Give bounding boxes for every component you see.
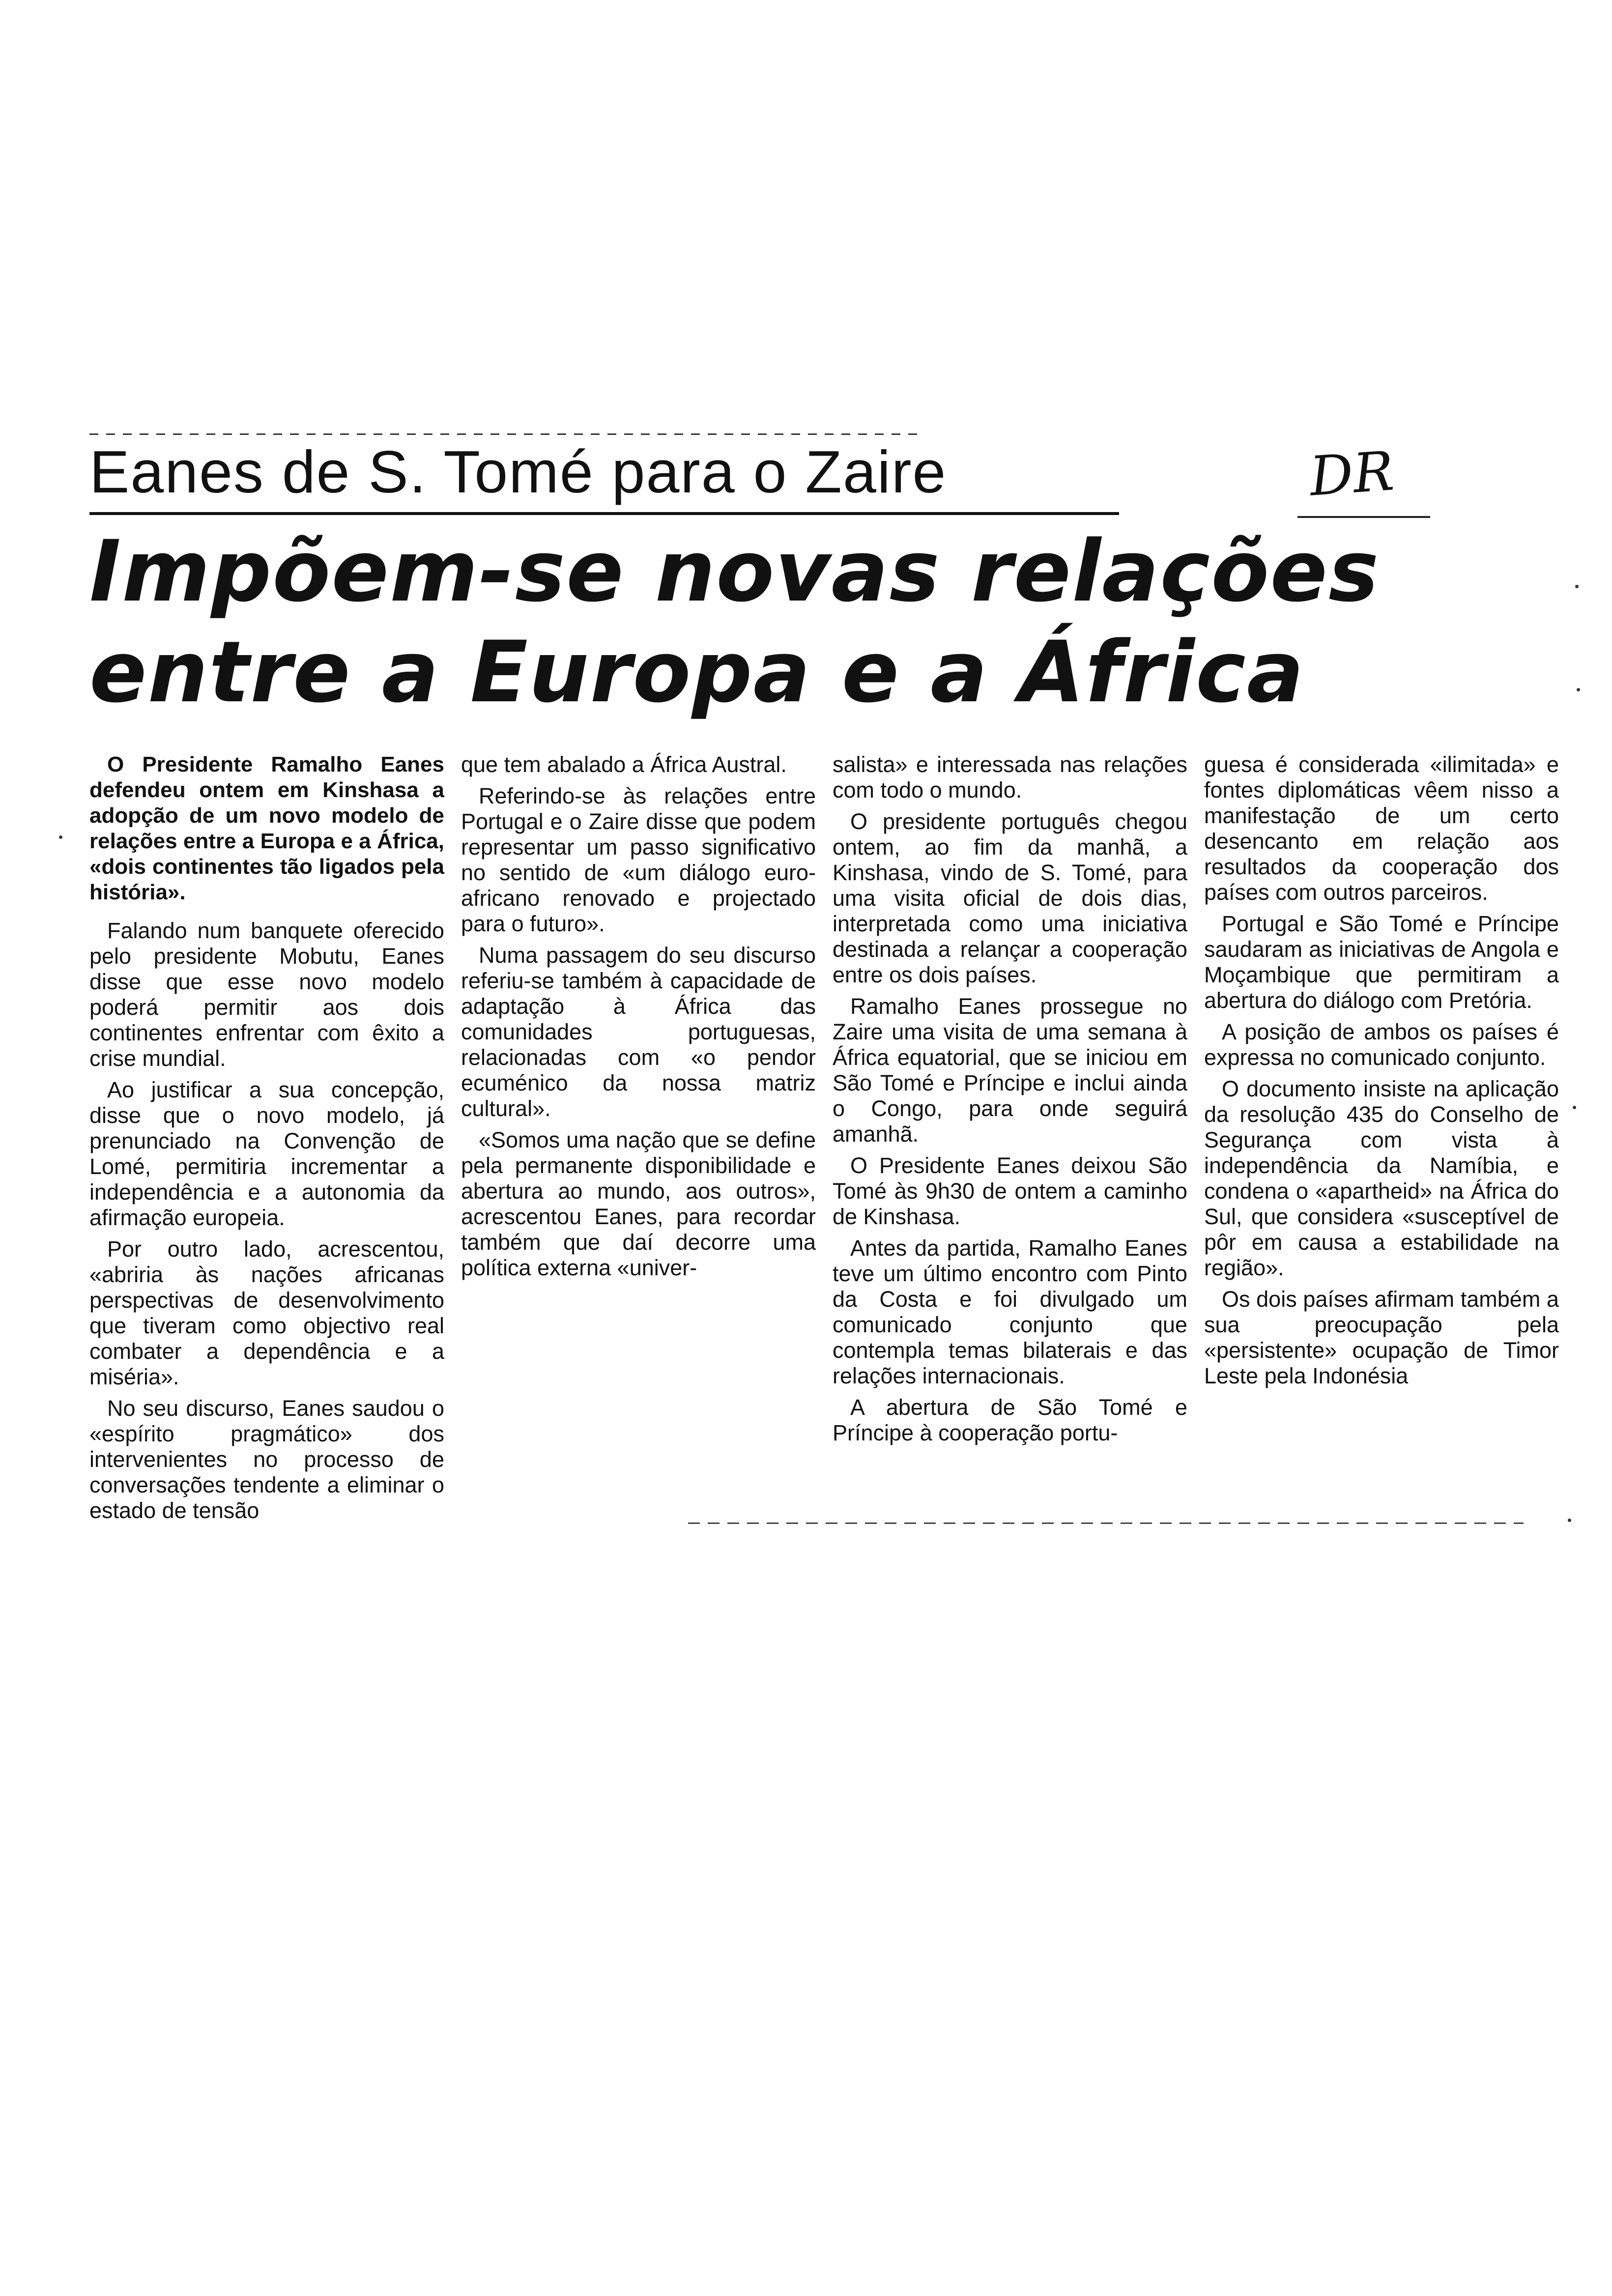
newspaper-clipping bbox=[84, 423, 1563, 1553]
scan-noise-rule bbox=[688, 1522, 1524, 1524]
paragraph: que tem abalado a África Austral. bbox=[461, 752, 787, 777]
paragraph: Referindo-se às relações entre Portugal e o Zaire disse que podem representar um passo significativo no sentido de «um diálogo euro-africano renovado e projectado para o futuro». bbox=[461, 783, 816, 936]
paragraph: Ramalho Eanes prossegue no Zaire uma visita de uma semana à África equatorial, que se iniciou em São Tomé e Príncipe e inclui ainda o Congo, para onde seguirá amanhã. bbox=[833, 994, 1187, 1147]
scan-speck bbox=[1577, 688, 1580, 691]
scan-speck bbox=[59, 835, 62, 839]
paragraph: Numa passagem do seu discurso referiu-se também à capacidade de adaptação à África das comunidades portuguesas, relacionadas com «o pendor ecuménico da nossa matriz cultural». bbox=[461, 943, 816, 1121]
paragraph: Por outro lado, acrescentou, «abriria às nações africanas perspectivas de desenvolvimento que tiveram como objectivo real combater a dependência e a miséria». bbox=[89, 1236, 444, 1389]
paragraph: No seu discurso, Eanes saudou o «espírito pragmático» dos intervenientes no processo de conversações tendente a eliminar o estado de tensão bbox=[89, 1396, 444, 1523]
lead-paragraph: O Presidente Ramalho Eanes defendeu ontem em Kinshasa a adopção de um novo modelo de relações entre a Europa e a África, «dois continentes tão ligados pela história». bbox=[89, 752, 444, 904]
headline-line-1: Impõem-se novas relações bbox=[89, 522, 1380, 621]
article-body bbox=[89, 752, 1559, 1523]
paragraph: guesa é considerada «ilimitada» e fontes diplomáticas vêem nisso a manifestação de um certo desencanto em relação aos resultados da cooperação dos países com outros parceiros. bbox=[1204, 752, 1559, 905]
paragraph: Ao justificar a sua concepção, disse que o novo modelo, já prenunciado na Convenção de Lomé, permitiria incrementar a independência e a autonomia da afirmação europeia. bbox=[89, 1077, 444, 1230]
column-3 bbox=[833, 752, 1187, 1529]
handwritten-mark: DR bbox=[1307, 439, 1396, 508]
handwritten-underline bbox=[1297, 516, 1430, 518]
scan-speck bbox=[1568, 1519, 1571, 1522]
paragraph: O presidente português chegou ontem, ao fim da manhã, a Kinshasa, vindo de S. Tomé, para uma visita oficial de dois dias, interpretada como uma iniciativa destinada a relançar a cooperação entre os dois países. bbox=[833, 809, 1187, 987]
paragraph: O Presidente Eanes deixou São Tomé às 9h30 de ontem a caminho de Kinshasa. bbox=[833, 1153, 1187, 1229]
column-4 bbox=[1204, 752, 1559, 1529]
headline-line-2: entre a Europa e a África bbox=[89, 623, 1305, 721]
paragraph: Antes da partida, Ramalho Eanes teve um último encontro com Pinto da Costa e foi divulgado um comunicado conjunto que contempla temas bilaterais e das relações internacionais. bbox=[833, 1235, 1187, 1388]
headline bbox=[89, 521, 1416, 722]
paragraph: Portugal e São Tomé e Príncipe saudaram as iniciativas de Angola e Moçambique que permitiram a abertura do diálogo com Pretória. bbox=[1204, 911, 1559, 1013]
paragraph: A abertura de São Tomé e Príncipe à cooperação portu- bbox=[833, 1395, 1187, 1445]
paragraph: Falando num banquete oferecido pelo presidente Mobutu, Eanes disse que esse novo modelo poderá permitir aos dois continentes enfrentar com êxito a crise mundial. bbox=[89, 918, 444, 1071]
column-1 bbox=[89, 752, 444, 1529]
paragraph: Os dois países afirmam também a sua preocupação pela «persistente» ocupação de Timor Leste pela Indonésia bbox=[1204, 1287, 1559, 1388]
paragraph: O documento insiste na aplicação da resolução 435 do Conselho de Segurança com vista à independência da Namíbia, e condena o «apartheid» na África do Sul, que considera «susceptível de pôr em causa a estabilidade na região». bbox=[1204, 1076, 1559, 1280]
kicker-underline bbox=[89, 512, 1119, 515]
paragraph: «Somos uma nação que se define pela permanente disponibilidade e abertura ao mundo, aos outros», acrescentou Eanes, para recordar também que daí decorre uma política externa «univer- bbox=[461, 1127, 816, 1280]
column-2 bbox=[461, 752, 816, 1529]
scan-speck bbox=[1573, 1106, 1576, 1109]
paragraph: A posição de ambos os países é expressa no comunicado conjunto. bbox=[1204, 1019, 1559, 1070]
paragraph: salista» e interessada nas relações com todo o mundo. bbox=[833, 752, 1187, 803]
scan-noise-rule bbox=[89, 433, 925, 435]
kicker-title: Eanes de S. Tomé para o Zaire bbox=[89, 438, 947, 505]
scan-speck bbox=[1575, 585, 1579, 588]
